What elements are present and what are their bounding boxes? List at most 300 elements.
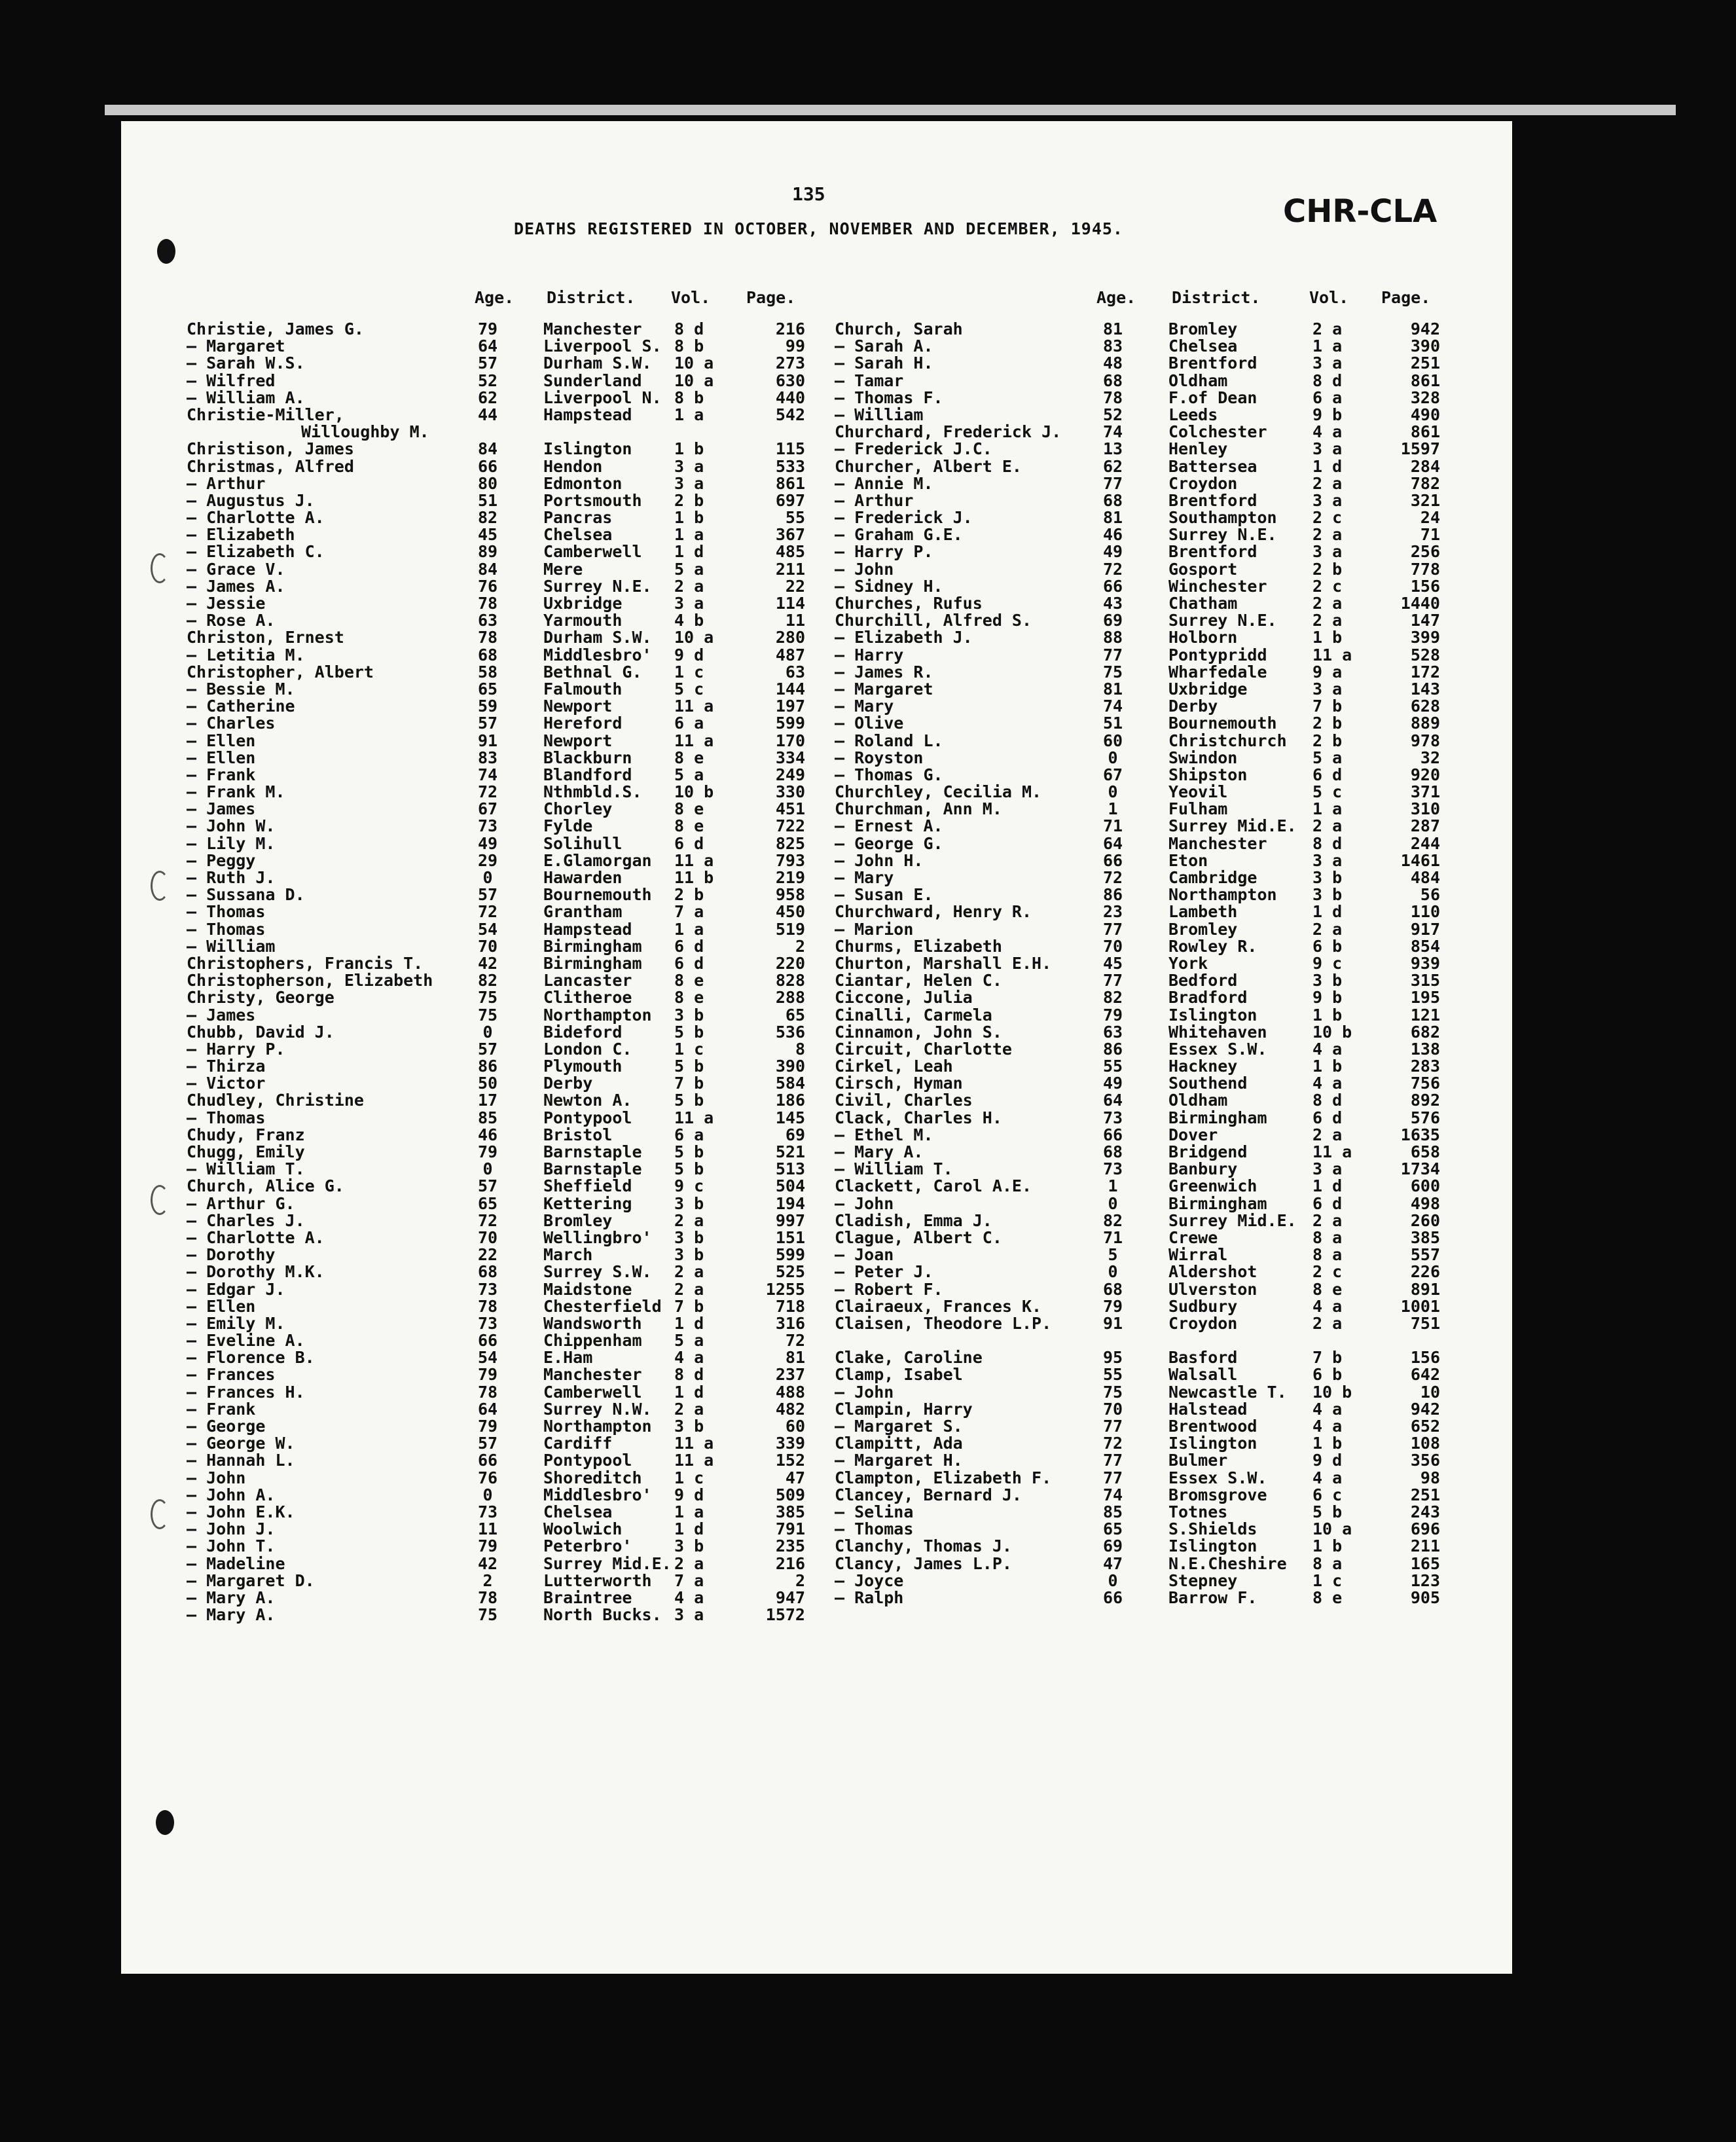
district-header: District. — [1172, 288, 1261, 307]
entry-volume: 1 b — [674, 508, 704, 528]
register-entry — [187, 801, 841, 818]
register-entry — [187, 1007, 841, 1024]
entry-name: — Jessie — [187, 594, 266, 613]
entry-page: 216 — [775, 319, 805, 338]
entry-age: 74 — [1102, 1485, 1123, 1504]
entry-volume: 5 a — [1312, 748, 1343, 767]
entry-page: 917 — [1410, 919, 1440, 939]
entry-age: 64 — [1102, 1091, 1123, 1110]
entry-page: 211 — [1410, 1536, 1440, 1556]
entry-district: Uxbridge — [543, 594, 623, 613]
entry-district: Uxbridge — [1168, 679, 1248, 699]
entry-page: 722 — [775, 816, 805, 836]
entry-page: 1597 — [1400, 439, 1440, 459]
register-entry — [187, 681, 841, 698]
entry-district: Surrey N.W. — [543, 1399, 652, 1419]
register-entry — [187, 1263, 841, 1280]
entry-name: Civil, Charles — [835, 1091, 973, 1110]
entry-age: 70 — [477, 1227, 498, 1247]
entry-age: 81 — [1102, 319, 1123, 338]
entry-volume: 2 a — [1312, 816, 1343, 836]
entry-age: 79 — [477, 1365, 498, 1385]
register-entry — [187, 1504, 841, 1521]
register-entry — [187, 1555, 841, 1572]
entry-name: — Ethel M. — [835, 1125, 933, 1144]
binding-ring-mark — [151, 1499, 169, 1529]
entry-age: 0 — [1108, 1262, 1118, 1282]
entry-name: — Sarah W.S. — [187, 354, 305, 373]
entry-district: Cambridge — [1168, 868, 1257, 887]
entry-age: 73 — [477, 1279, 498, 1299]
entry-name: Clancey, Bernard J. — [835, 1485, 1022, 1504]
entry-name: — Frederick J. — [835, 508, 973, 528]
register-entry — [187, 784, 841, 801]
entry-page: 284 — [1410, 456, 1440, 476]
register-entry — [835, 647, 1489, 664]
entry-district: Brentford — [1168, 490, 1257, 510]
entry-age: 49 — [1102, 1074, 1123, 1093]
entry-name: — Letitia M. — [187, 645, 305, 664]
entry-age: 1 — [1108, 799, 1118, 819]
entry-name: — John — [187, 1468, 246, 1487]
entry-name: Church, Alice G. — [187, 1176, 344, 1196]
entry-district: Hendon — [543, 456, 603, 476]
entry-district: Edmonton — [543, 473, 623, 493]
entry-name: — Ellen — [187, 748, 256, 767]
entry-volume: 5 b — [674, 1159, 704, 1179]
register-entry — [187, 1212, 841, 1229]
register-entry — [835, 1092, 1489, 1109]
entry-name: — Thomas — [187, 902, 266, 922]
binding-ring-mark — [151, 871, 169, 901]
entry-page: 144 — [775, 679, 805, 699]
entry-name: Circuit, Charlotte — [835, 1039, 1012, 1059]
entry-name: — Elizabeth C. — [187, 542, 325, 562]
entry-name: Christison, James — [187, 439, 354, 459]
entry-age: 79 — [477, 1536, 498, 1556]
entry-district: Woolwich — [543, 1519, 623, 1539]
entry-district: Camberwell — [543, 542, 642, 562]
entry-volume: 7 b — [674, 1296, 704, 1316]
entry-volume: 8 e — [674, 971, 704, 990]
register-entry — [187, 578, 841, 595]
entry-district: Barnstaple — [543, 1142, 642, 1161]
entry-page: 121 — [1410, 1005, 1440, 1025]
entry-page: 642 — [1410, 1365, 1440, 1385]
entry-age: 74 — [1102, 422, 1123, 442]
entry-name: — Harry P. — [835, 542, 933, 562]
entry-page: 11 — [785, 611, 805, 630]
entry-district: Pontypridd — [1168, 645, 1267, 664]
entry-name: — Eveline A. — [187, 1331, 305, 1351]
register-entry — [835, 321, 1489, 338]
register-entry — [187, 355, 841, 372]
entry-district: Grantham — [543, 902, 623, 922]
entry-age: 68 — [1102, 371, 1123, 390]
register-entry — [187, 407, 841, 424]
entry-district: Islington — [1168, 1536, 1257, 1556]
entry-age: 49 — [1102, 542, 1123, 562]
entry-volume: 1 c — [674, 662, 704, 681]
entry-district: Chelsea — [543, 525, 613, 545]
register-entry — [187, 629, 841, 646]
register-entry — [835, 767, 1489, 784]
entry-page: 939 — [1410, 953, 1440, 973]
entry-name: Cinnamon, John S. — [835, 1022, 1002, 1042]
register-entry — [835, 372, 1489, 390]
entry-district: Bideford — [543, 1022, 623, 1042]
entry-page: 243 — [1410, 1502, 1440, 1521]
register-entry — [835, 972, 1489, 989]
entry-age: 79 — [1102, 1296, 1123, 1316]
entry-volume: 6 b — [1312, 936, 1343, 956]
entry-name: — Sarah H. — [835, 354, 933, 373]
entry-volume: 8 e — [1312, 1588, 1343, 1607]
register-entry — [835, 733, 1489, 750]
entry-age: 47 — [1102, 1553, 1123, 1573]
register-entry — [187, 1538, 841, 1555]
entry-page: 172 — [1410, 662, 1440, 681]
register-entry — [835, 1075, 1489, 1092]
entry-name: — John — [835, 1382, 894, 1402]
entry-page: 24 — [1420, 508, 1440, 528]
entry-district: Newcastle T. — [1168, 1382, 1287, 1402]
entry-age: 45 — [477, 525, 498, 545]
entry-age: 48 — [1102, 354, 1123, 373]
entry-name: — Florence B. — [187, 1348, 315, 1368]
register-entry — [835, 852, 1489, 869]
entry-page: 115 — [775, 439, 805, 459]
entry-name: — Charles — [187, 714, 276, 733]
entry-name: Claisen, Theodore L.P. — [835, 1313, 1052, 1333]
register-entry — [187, 475, 841, 492]
entry-page: 288 — [775, 988, 805, 1007]
register-entry — [835, 1418, 1489, 1435]
entry-age: 77 — [1102, 473, 1123, 493]
entry-district: Birmingham — [1168, 1108, 1267, 1127]
entry-district: Winchester — [1168, 576, 1267, 596]
vol-header: Vol. — [1309, 288, 1349, 307]
entry-page: 156 — [1410, 1348, 1440, 1368]
register-entry — [187, 921, 841, 938]
register-entry — [187, 1572, 841, 1589]
entry-district: Essex S.W. — [1168, 1468, 1267, 1487]
entry-age: 0 — [1108, 1570, 1118, 1590]
entry-district: Whitehaven — [1168, 1022, 1267, 1042]
register-entry — [835, 938, 1489, 955]
entry-district: Falmouth — [543, 679, 623, 699]
entry-page: 861 — [775, 473, 805, 493]
entry-volume: 9 a — [1312, 662, 1343, 681]
entry-district: Maidstone — [543, 1279, 632, 1299]
entry-name: — Susan E. — [835, 885, 933, 905]
entry-name: Christie, James G. — [187, 319, 364, 338]
entry-age: 73 — [1102, 1108, 1123, 1127]
entry-age: 23 — [1102, 902, 1123, 922]
entry-volume: 2 b — [674, 490, 704, 510]
register-entry — [187, 372, 841, 390]
entry-name: — William — [835, 405, 924, 424]
register-entry — [187, 972, 841, 989]
entry-age: 85 — [477, 1108, 498, 1127]
register-entry — [835, 475, 1489, 492]
entry-age: 77 — [1102, 645, 1123, 664]
register-entry — [187, 715, 841, 732]
entry-volume: 11 a — [674, 1434, 714, 1453]
entry-district: Greenwich — [1168, 1176, 1257, 1196]
entry-age: 76 — [477, 1468, 498, 1487]
entry-age: 66 — [477, 1331, 498, 1351]
entry-page: 147 — [1410, 611, 1440, 630]
entry-name: — William — [187, 936, 276, 956]
entry-district: F.of Dean — [1168, 388, 1257, 407]
entry-age: 67 — [477, 799, 498, 819]
entry-page: 156 — [1410, 576, 1440, 596]
register-entry — [187, 1024, 841, 1041]
entry-volume: 11 a — [674, 1108, 714, 1127]
entry-volume: 6 d — [1312, 765, 1343, 784]
entry-name: — Arthur G. — [187, 1193, 295, 1213]
entry-volume: 7 b — [1312, 697, 1343, 716]
register-entry — [835, 390, 1489, 407]
entry-age: 89 — [477, 542, 498, 562]
entry-name: — James — [187, 1005, 256, 1025]
entry-age: 79 — [477, 1417, 498, 1436]
register-entry — [187, 1041, 841, 1058]
entry-district: Stepney — [1168, 1570, 1238, 1590]
entry-volume: 4 a — [674, 1348, 704, 1368]
entry-name: — Ellen — [187, 1296, 256, 1316]
entry-page: 251 — [1410, 354, 1440, 373]
entry-name: — Dorothy — [187, 1245, 276, 1265]
entry-volume: 8 d — [1312, 1091, 1343, 1110]
entry-name: — Emily M. — [187, 1313, 285, 1333]
entry-page: 65 — [785, 1005, 805, 1025]
entry-page: 509 — [775, 1485, 805, 1504]
entry-volume: 4 a — [1312, 1399, 1343, 1419]
entry-name: — Bessie M. — [187, 679, 295, 699]
entry-name: Willoughby M. — [301, 422, 429, 442]
entry-volume: 2 a — [1312, 1313, 1343, 1333]
entry-name: Clackett, Carol A.E. — [835, 1176, 1032, 1196]
entry-name: Churchard, Frederick J. — [835, 422, 1062, 442]
entry-volume: 11 a — [1312, 1142, 1352, 1161]
entry-age: 66 — [477, 456, 498, 476]
entry-age: 29 — [477, 850, 498, 870]
entry-district: Wandsworth — [543, 1313, 642, 1333]
entry-district: Bedford — [1168, 971, 1238, 990]
entry-volume: 3 b — [674, 1227, 704, 1247]
entry-age: 91 — [1102, 1313, 1123, 1333]
entry-name: — Thomas G. — [835, 765, 943, 784]
entry-page: 450 — [775, 902, 805, 922]
entry-name: Chubb, David J. — [187, 1022, 335, 1042]
index-range-label: CHR-CLA — [1283, 193, 1438, 230]
entry-name: Ciantar, Helen C. — [835, 971, 1002, 990]
entry-age: 67 — [1102, 765, 1123, 784]
entry-volume: 8 d — [1312, 371, 1343, 390]
entry-page: 782 — [1410, 473, 1440, 493]
entry-district: Wirral — [1168, 1245, 1228, 1265]
register-entry — [187, 509, 841, 526]
entry-name: Chugg, Emily — [187, 1142, 305, 1161]
entry-volume: 1 b — [674, 439, 704, 459]
entry-volume: 2 a — [1312, 919, 1343, 939]
entry-page: 152 — [775, 1451, 805, 1470]
entry-volume: 3 b — [1312, 971, 1343, 990]
entry-district: Chatham — [1168, 594, 1238, 613]
register-entry — [835, 1127, 1489, 1144]
entry-page: 576 — [1410, 1108, 1440, 1127]
register-entry — [835, 1058, 1489, 1075]
entry-page: 72 — [785, 1331, 805, 1351]
register-entry — [187, 1092, 841, 1109]
entry-age: 84 — [477, 439, 498, 459]
entry-name: — William T. — [835, 1159, 953, 1179]
entry-volume: 10 b — [1312, 1022, 1352, 1042]
entry-volume: 3 a — [674, 1605, 704, 1625]
entry-district: Christchurch — [1168, 731, 1287, 750]
entry-district: Halstead — [1168, 1399, 1248, 1419]
entry-volume: 3 b — [674, 1245, 704, 1265]
entry-volume: 1 d — [674, 542, 704, 562]
entry-name: — Elizabeth J. — [835, 628, 973, 647]
entry-page: 828 — [775, 971, 805, 990]
entry-page: 186 — [775, 1091, 805, 1110]
register-entry — [187, 1487, 841, 1504]
register-entry — [835, 715, 1489, 732]
entry-name: — Peggy — [187, 850, 256, 870]
register-entry — [835, 629, 1489, 646]
entry-age: 82 — [1102, 1210, 1123, 1230]
entry-name: — James — [187, 799, 256, 819]
entry-name: — Charles J. — [187, 1210, 305, 1230]
right-column-header — [835, 288, 1489, 321]
vol-header: Vol. — [671, 288, 711, 307]
entry-district: Eton — [1168, 850, 1208, 870]
entry-page: 63 — [785, 662, 805, 681]
entry-name: Chudy, Franz — [187, 1125, 305, 1144]
entry-age: 82 — [477, 971, 498, 990]
entry-age: 74 — [477, 765, 498, 784]
entry-district: Oldham — [1168, 371, 1228, 390]
register-entry — [187, 612, 841, 629]
entry-page: 310 — [1410, 799, 1440, 819]
entry-district: Hampstead — [543, 405, 632, 424]
entry-page: 891 — [1410, 1279, 1440, 1299]
register-entry — [187, 492, 841, 509]
entry-page: 861 — [1410, 371, 1440, 390]
entry-name: — John W. — [187, 816, 276, 836]
entry-age: 71 — [1102, 816, 1123, 836]
entry-district: Pancras — [543, 508, 613, 528]
entry-age: 57 — [477, 354, 498, 373]
register-entry — [187, 1127, 841, 1144]
entry-age: 55 — [1102, 1057, 1123, 1076]
entry-volume: 2 a — [1312, 1125, 1343, 1144]
entry-volume: 2 a — [1312, 473, 1343, 493]
register-entry — [835, 458, 1489, 475]
register-entry — [835, 355, 1489, 372]
entry-name: — Margaret — [187, 336, 285, 356]
register-entry — [187, 1246, 841, 1263]
entry-age: 78 — [477, 628, 498, 647]
entry-district: Battersea — [1168, 456, 1257, 476]
entry-page: 1440 — [1400, 594, 1440, 613]
entry-name: — Arthur — [835, 490, 914, 510]
entry-name: Christopher, Albert — [187, 662, 374, 681]
entry-district: Oldham — [1168, 1091, 1228, 1110]
register-entry — [835, 1315, 1489, 1332]
entry-name: — Royston — [835, 748, 924, 767]
entry-page: 484 — [1410, 868, 1440, 887]
entry-age: 72 — [1102, 868, 1123, 887]
entry-district: Chelsea — [1168, 336, 1238, 356]
entry-age: 68 — [477, 1262, 498, 1282]
entry-district: Bournemouth — [543, 885, 652, 905]
entry-age: 81 — [1102, 679, 1123, 699]
entry-age: 71 — [1102, 1227, 1123, 1247]
entry-page: 226 — [1410, 1262, 1440, 1282]
entry-volume: 2 a — [1312, 319, 1343, 338]
entry-volume: 1 b — [1312, 628, 1343, 647]
entry-district: Surrey Mid.E. — [543, 1553, 672, 1573]
entry-volume: 8 b — [674, 388, 704, 407]
entry-volume: 10 a — [674, 354, 714, 373]
entry-name: — Joyce — [835, 1570, 904, 1590]
entry-district: Nthmbld.S. — [543, 782, 642, 802]
entry-age: 86 — [477, 1057, 498, 1076]
entry-name: — Edgar J. — [187, 1279, 285, 1299]
entry-name: — Victor — [187, 1074, 266, 1093]
entry-name: — Charlotte A. — [187, 1227, 325, 1247]
entry-page: 485 — [775, 542, 805, 562]
entry-volume: 10 a — [1312, 1519, 1352, 1539]
entry-page: 533 — [775, 456, 805, 476]
entry-volume: 5 b — [674, 1057, 704, 1076]
entry-name: — Sussana D. — [187, 885, 305, 905]
entry-page: 600 — [1410, 1176, 1440, 1196]
register-entry — [187, 1401, 841, 1418]
entry-volume: 2 a — [674, 1279, 704, 1299]
entry-volume: 2 b — [1312, 559, 1343, 579]
register-entry — [835, 869, 1489, 886]
entry-volume: 3 b — [674, 1193, 704, 1213]
entry-volume: 2 a — [674, 576, 704, 596]
entry-volume: 1 b — [1312, 1005, 1343, 1025]
entry-page: 652 — [1410, 1417, 1440, 1436]
entry-district: Derby — [543, 1074, 593, 1093]
entry-name: — Madeline — [187, 1553, 285, 1573]
entry-page: 997 — [775, 1210, 805, 1230]
entry-district: Dover — [1168, 1125, 1218, 1144]
register-entry — [187, 1521, 841, 1538]
entry-district: Newton A. — [543, 1091, 632, 1110]
entry-age: 66 — [1102, 1588, 1123, 1607]
entry-name: — Rose A. — [187, 611, 276, 630]
entry-district: Peterbro' — [543, 1536, 632, 1556]
entry-page: 237 — [775, 1365, 805, 1385]
entry-district: York — [1168, 953, 1208, 973]
entry-volume: 2 a — [1312, 525, 1343, 545]
entry-page: 71 — [1420, 525, 1440, 545]
entry-district: Mere — [543, 559, 583, 579]
entry-name: Christmas, Alfred — [187, 456, 354, 476]
entry-page: 2 — [795, 936, 805, 956]
register-entry — [187, 1384, 841, 1401]
entry-volume: 1 b — [1312, 1057, 1343, 1076]
entry-page: 330 — [775, 782, 805, 802]
